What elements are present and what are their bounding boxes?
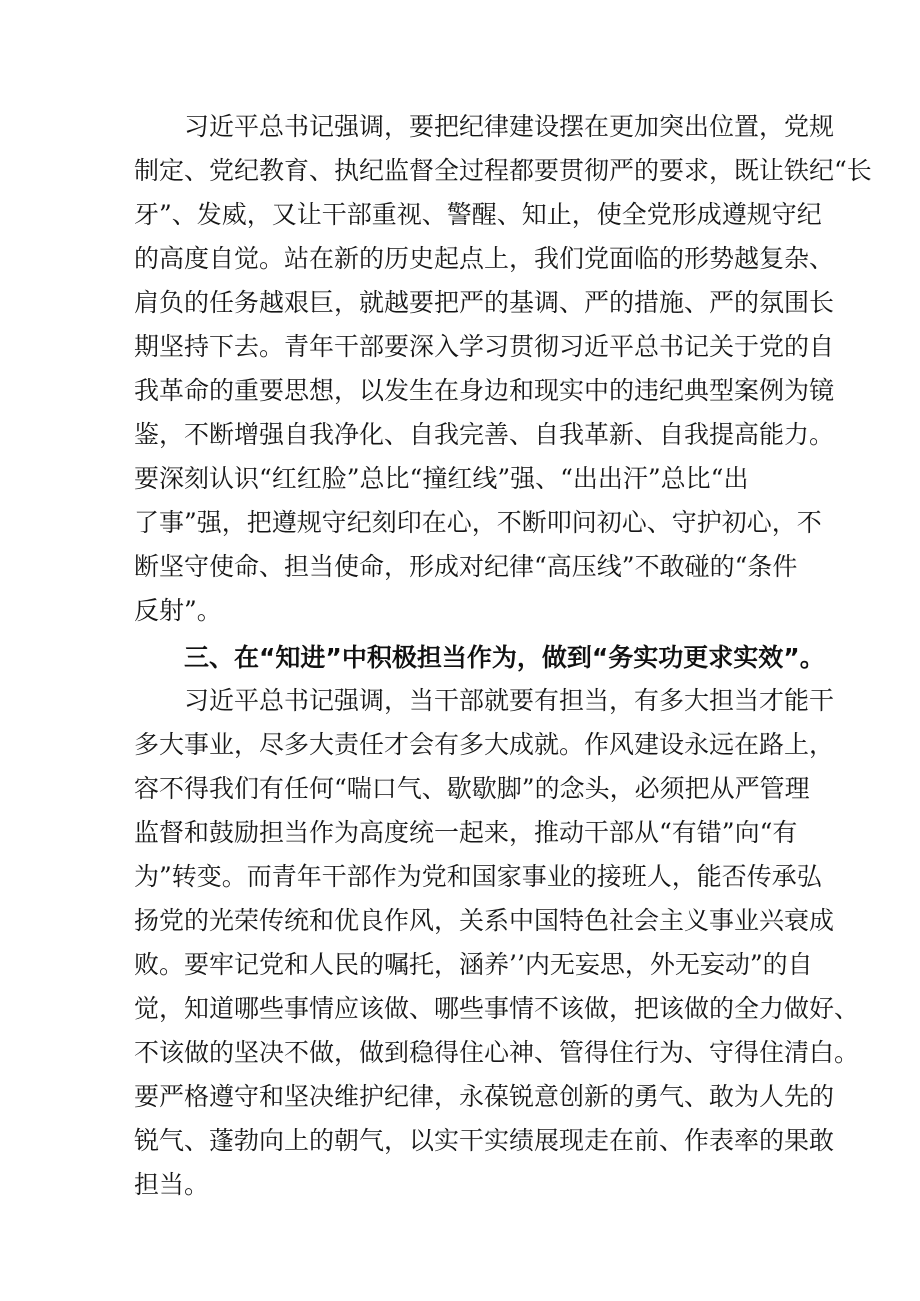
paragraph-1-line-12: 反射”。 bbox=[134, 596, 222, 625]
paragraph-1-line-9: 要深刻认识“红红脸”总比“撞红线”强、“出出汗”总比“出 bbox=[134, 464, 749, 493]
paragraph-2-line-7: 败。要牢记党和人民的嘱托，涵养’’内无妄思，外无妄动”的自 bbox=[134, 950, 813, 979]
paragraph-1-line-7: 我革命的重要思想，以发生在身边和现实中的违纪典型案例为镜 bbox=[134, 376, 835, 405]
paragraph-1-line-1: 习近平总书记强调，要把纪律建设摆在更加突出位置，党规 bbox=[184, 112, 835, 141]
paragraph-2-line-8: 觉，知道哪些事情应该做、哪些事情不该做，把该做的全力做好、 bbox=[134, 994, 860, 1023]
paragraph-1-line-4: 的高度自觉。站在新的历史起点上，我们党面临的形势越复杂、 bbox=[134, 244, 835, 273]
paragraph-1-line-3: 牙”、发威，又让干部重视、警醒、知止，使全党形成遵规守纪 bbox=[134, 200, 822, 229]
paragraph-2-line-9: 不该做的坚决不做，做到稳得住心神、管得住行为、守得住清白。 bbox=[134, 1038, 860, 1067]
paragraph-1-line-2: 制定、党纪教育、执纪监督全过程都要贯彻严的要求，既让铁纪“长 bbox=[134, 156, 872, 185]
paragraph-2-line-10: 要严格遵守和坚决维护纪律，永葆锐意创新的勇气、敢为人先的 bbox=[134, 1082, 835, 1111]
paragraph-1-line-6: 期坚持下去。青年干部要深入学习贯彻习近平总书记关于党的自 bbox=[134, 332, 835, 361]
section-heading: 三、在“知进”中积极担当作为，做到“务实功更求实效”。 bbox=[184, 643, 825, 672]
paragraph-2-line-1: 习近平总书记强调，当干部就要有担当，有多大担当才能干 bbox=[184, 686, 835, 715]
paragraph-2-line-5: 为”转变。而青年干部作为党和国家事业的接班人，能否传承弘 bbox=[134, 862, 822, 891]
paragraph-1-line-11: 断坚守使命、担当使命，形成对纪律“高压线”不敢碰的“条件 bbox=[134, 552, 798, 581]
paragraph-2-line-6: 扬党的光荣传统和优良作风，关系中国特色社会主义事业兴衰成 bbox=[134, 906, 835, 935]
paragraph-2-line-11: 锐气、蓬勃向上的朝气，以实干实绩展现走在前、作表率的果敢 bbox=[134, 1126, 835, 1155]
paragraph-2-line-3: 容不得我们有任何“喘口气、歇歇脚”的念头，必须把从严管理 bbox=[134, 774, 810, 803]
paragraph-1-line-10: 了事”强，把遵规守纪刻印在心，不断叩问初心、守护初心，不 bbox=[134, 508, 822, 537]
paragraph-2-line-12: 担当。 bbox=[134, 1170, 210, 1199]
paragraph-1-line-5: 肩负的任务越艰巨，就越要把严的基调、严的措施、严的氛围长 bbox=[134, 288, 835, 317]
paragraph-2-line-2: 多大事业，尽多大责任才会有多大成就。作风建设永远在路上， bbox=[134, 730, 835, 759]
paragraph-2-line-4: 监督和鼓励担当作为高度统一起来，推动干部从“有错”向“有 bbox=[134, 818, 798, 847]
paragraph-1-line-8: 鉴，不断增强自我净化、自我完善、自我革新、自我提高能力。 bbox=[134, 420, 835, 449]
